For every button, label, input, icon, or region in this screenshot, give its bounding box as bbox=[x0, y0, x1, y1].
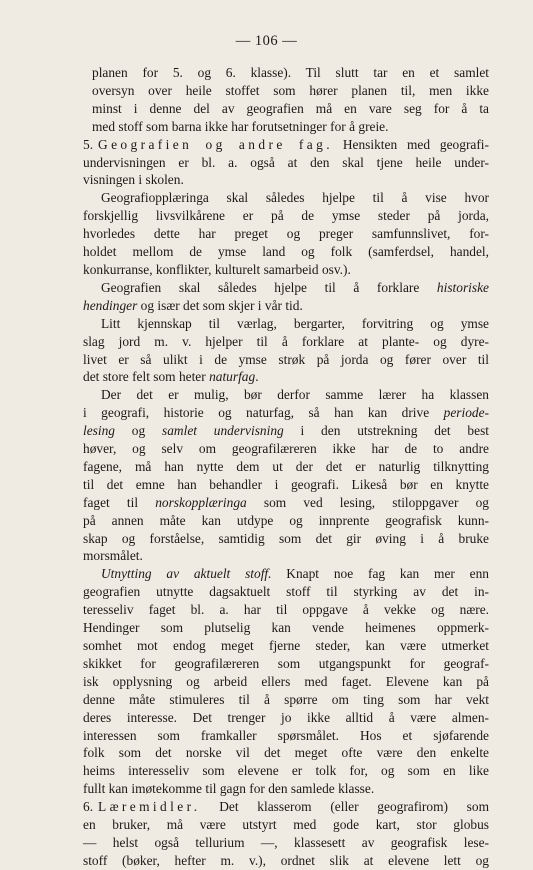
text-line bbox=[83, 494, 489, 512]
text-line bbox=[83, 136, 489, 154]
section-heading: Læremidler. bbox=[98, 799, 201, 815]
text-line: deres interesse. Det trenger jo ikke alltid å være almen- bbox=[83, 709, 489, 725]
text-run: Det klasserom (eller geografirom) som bbox=[200, 799, 489, 815]
text-line: slag jord m. v. hjelper til å forklare at plante- og dyre- bbox=[83, 333, 489, 349]
text-line: interessen som framkaller spørsmålet. Hos et sjøfarende bbox=[83, 727, 489, 743]
text-line: oversyn over heile stoffet som hører planen til, men ikke bbox=[92, 82, 489, 98]
text-line: Der det er mulig, bør derfor samme lærer ha klassen bbox=[101, 387, 489, 403]
text-line: med stoff som barna ikke har forutsetninger for å greie. bbox=[92, 118, 389, 134]
text-line bbox=[83, 565, 489, 583]
text-line: Hendinger som plutselig kan vende heimenes oppmerk- bbox=[83, 620, 489, 636]
text-run: det store felt som heter bbox=[83, 369, 210, 385]
text-run: i geografi, historie og naturfag, så han kan drive bbox=[83, 405, 444, 421]
text-line bbox=[83, 404, 489, 422]
text-line bbox=[83, 422, 489, 440]
text-line: livet er så ulikt i de ymse strøk på jorda og fører over til bbox=[83, 351, 489, 367]
text-run: samlet undervisning bbox=[162, 423, 284, 439]
text-line: konkurranse, konflikter, kulturelt samarbeid osv.). bbox=[83, 261, 351, 277]
text-run: lesing bbox=[83, 423, 115, 439]
section-number: 6. bbox=[83, 799, 94, 815]
text-line: skap og forståelse, samtidig som det gir øving i å bruke bbox=[83, 530, 489, 546]
text-run: historiske bbox=[436, 279, 489, 295]
text-run: periode- bbox=[443, 405, 489, 421]
body-text bbox=[83, 64, 489, 870]
text-run: faget til bbox=[83, 494, 156, 510]
text-line: — helst også tellurium —, klassesett av geografisk lese- bbox=[83, 834, 489, 850]
text-line: geografien utnytte dagsaktuelt stoff til styrking av det in- bbox=[83, 584, 489, 600]
text-line: stoff (bøker, hefter m. v.), ordnet slik at elevene lett og bbox=[83, 852, 489, 868]
text-line: denne måte stimuleres til å spørre om ting som har vekt bbox=[83, 691, 489, 707]
text-run: Geografien skal således hjelpe til å forklare bbox=[101, 279, 437, 295]
text-line: heims interesseliv som elevene er tolk for, og som en like bbox=[83, 763, 489, 779]
text-run: Knapt noe fag kan mer enn bbox=[271, 566, 489, 582]
text-run: i den utstrekning det best bbox=[283, 423, 489, 439]
text-run: naturfag bbox=[209, 369, 256, 385]
text-line: høver, og selv om geografilæreren ikke har de to andre bbox=[83, 441, 489, 457]
text-line: somhet mot endog meget fjerne steder, kan være utmerket bbox=[83, 638, 489, 653]
text-line: fullt kan imøtekomme til gagn for den samlede klasse. bbox=[83, 781, 375, 797]
text-line: holdet mellom de ymse land og folk (samferdsel, handel, bbox=[83, 244, 489, 260]
text-run: hendinger bbox=[83, 297, 138, 313]
text-line: en bruker, må være utstyrt med gode kart, stor globus bbox=[83, 817, 489, 833]
text-line: Geografiopplæringa skal således hjelpe til å vise hvor bbox=[101, 190, 489, 206]
text-run: og især det som skjer i vår tid. bbox=[137, 297, 303, 313]
text-line: skikket for geografilæreren som utgangspunkt for geograf- bbox=[83, 655, 489, 671]
text-run: Utnytting av aktuelt stoff. bbox=[101, 566, 272, 582]
text-line: Litt kjennskap til værlag, bergarter, forvitring og ymse bbox=[101, 315, 489, 331]
text-run: som ved lesing, stiloppgaver og bbox=[246, 494, 489, 510]
section-heading: Geografien og andre fag. bbox=[98, 136, 333, 152]
text-line: undervisningen er bl. a. også at den skal tjene heile under- bbox=[83, 154, 489, 170]
text-line bbox=[83, 279, 489, 297]
text-line: minst i denne del av geografien må en vare seg for å ta bbox=[92, 100, 489, 116]
text-run: og bbox=[115, 423, 163, 439]
text-line: til det emne han behandler i geografi. Likeså bør en knytte bbox=[83, 476, 489, 492]
text-line: på annen måte kan utdype og innprente geografisk kunn- bbox=[83, 512, 489, 528]
text-line bbox=[83, 798, 489, 816]
text-line bbox=[83, 368, 489, 386]
text-run: norskopplæringa bbox=[155, 494, 247, 510]
text-line: planen for 5. og 6. klasse). Til slutt tar en et samlet bbox=[92, 65, 489, 80]
text-run: . bbox=[255, 369, 259, 385]
text-line: teresseliv faget bl. a. har til oppgave å vekke og nære. bbox=[83, 602, 489, 618]
text-line: hvorledes dette har preget og preger samfunnslivet, for- bbox=[83, 226, 489, 242]
text-line bbox=[83, 297, 489, 315]
text-run: Hensikten med geografi- bbox=[332, 136, 489, 152]
text-line: visningen i skolen. bbox=[83, 172, 184, 188]
section-number: 5. bbox=[83, 136, 94, 152]
text-line: fagene, må han nytte dem ut der det er naturlig tilknytting bbox=[83, 458, 489, 474]
text-line: isk opplysning og arbeid ellers med faget. Elevene kan på bbox=[83, 673, 489, 689]
text-line: forskjellig livsvilkårene er på de ymse steder på jorda, bbox=[83, 208, 489, 224]
text-line: folk som det norske vil det meget ofte være den enkelte bbox=[83, 745, 489, 761]
text-line: morsmålet. bbox=[83, 548, 143, 564]
page-number: — 106 — bbox=[235, 33, 298, 49]
